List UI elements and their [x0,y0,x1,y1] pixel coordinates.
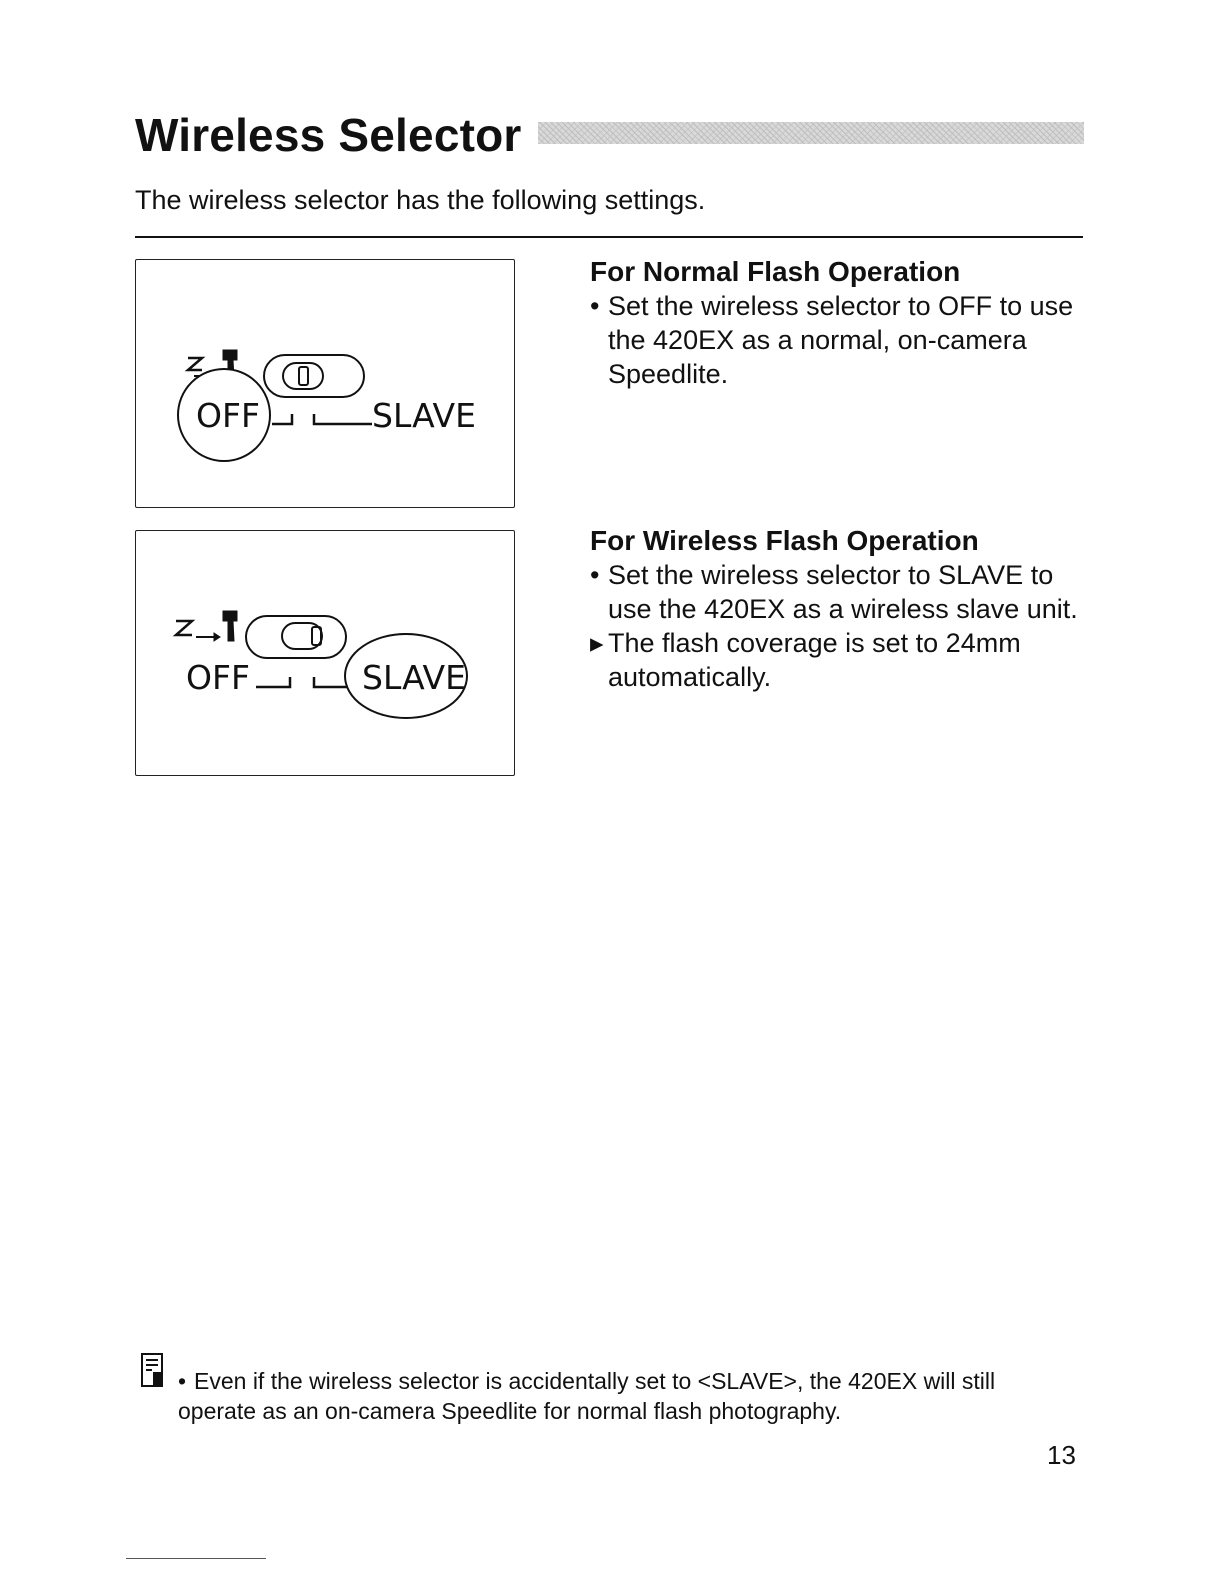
switch-track [272,414,372,424]
bullet-marker: • [590,560,600,590]
switch-label-slave: SLAVE [362,658,466,697]
switch-label-off: OFF [196,396,260,435]
bullet-list [590,558,1090,694]
page-number: 13 [1047,1440,1076,1470]
list-item [590,626,1090,694]
section-divider [135,236,1083,238]
list-item-text: Set the wireless selector to OFF to use the 420EX as a normal, on-camera Speedlite. [608,291,1074,389]
note [178,1366,1078,1426]
selector-switch-knob [246,616,346,658]
section-wireless-flash [590,524,1090,694]
switch-label-slave: SLAVE [372,396,476,435]
selector-slave-diagram [136,531,514,775]
list-item-text: Set the wireless selector to SLAVE to use the 420EX as a wireless slave unit. [608,560,1078,624]
bullet-list [590,289,1090,391]
selector-off-diagram [136,260,514,507]
page-title: Wireless Selector [135,109,522,161]
intro-text: The wireless selector has the following settings. [135,185,706,215]
bullet-marker: • [178,1368,187,1394]
note-text: Even if the wireless selector is accidentally set to <SLAVE>, the 420EX will still operate as an on-camera Speedlite for normal flash photography. [178,1368,996,1424]
title-decoration-bar [538,122,1084,144]
note-book-icon [140,1352,166,1390]
list-item [590,558,1090,626]
switch-label-off: OFF [186,658,250,697]
bullet-marker: • [590,291,600,321]
section-normal-flash [590,255,1090,391]
section-heading: For Wireless Flash Operation [590,525,979,556]
figure-selector-off [135,259,515,508]
result-marker: ▸ [590,628,604,658]
selector-switch-knob [264,355,364,397]
list-item-text: The flash coverage is set to 24mm automatically. [608,628,1021,692]
list-item [590,289,1090,391]
wireless-flash-icon [176,611,237,641]
switch-track [256,677,348,687]
figure-selector-slave [135,530,515,776]
section-heading: For Normal Flash Operation [590,256,961,287]
footer-divider [126,1558,266,1559]
